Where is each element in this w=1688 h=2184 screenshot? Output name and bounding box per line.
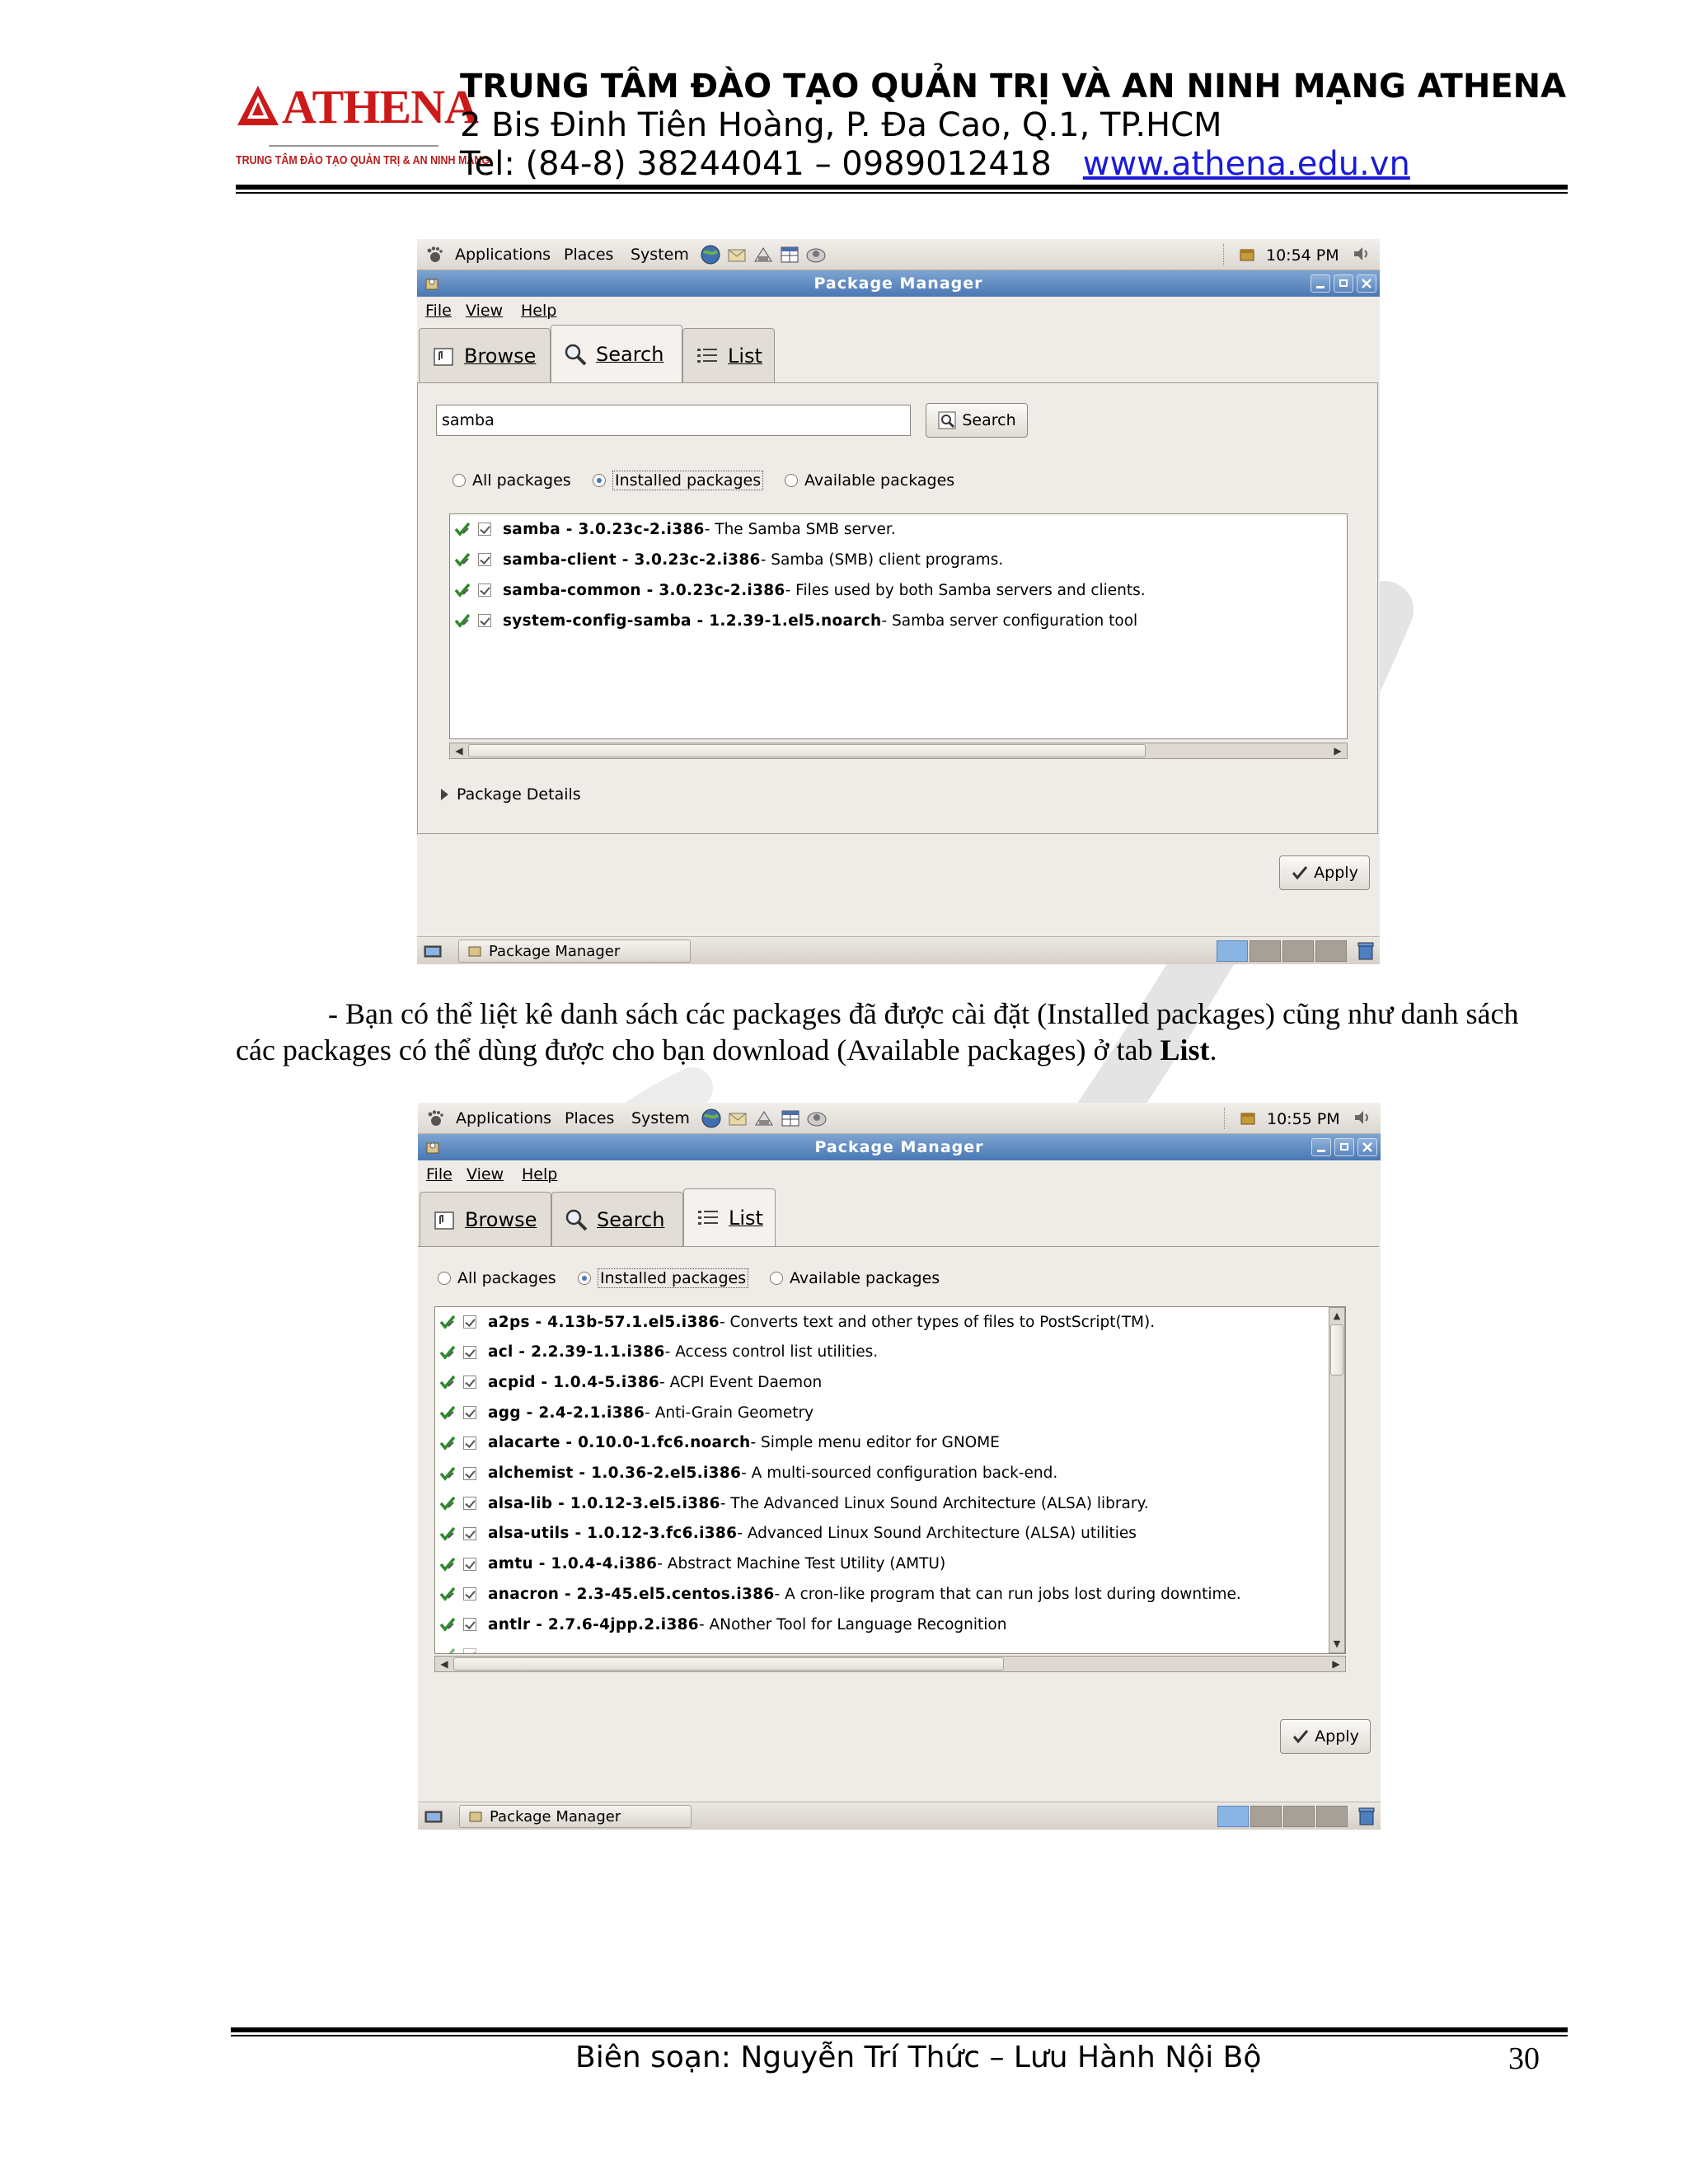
email-client-icon[interactable] [725, 243, 748, 266]
tab-strip [418, 1192, 1381, 1246]
installed-check-icon [438, 1494, 457, 1512]
package-description: - ANother Tool for Language Recognition [698, 1615, 1007, 1633]
tab-search[interactable] [551, 325, 682, 382]
close-icon [1362, 1142, 1372, 1152]
workspace-switcher [1217, 1806, 1348, 1827]
minimize-icon [1316, 286, 1325, 288]
radio-installed-label: Installed packages [612, 471, 763, 490]
apply-button[interactable] [1280, 1719, 1371, 1754]
window-controls [1311, 274, 1376, 293]
scrollbar-thumb[interactable] [468, 744, 1146, 757]
package-row[interactable] [435, 1398, 814, 1427]
page-number: 30 [1508, 2041, 1540, 2076]
package-description: - The Advanced Linux Sound Architecture (ALSA) library. [720, 1494, 1149, 1512]
installed-check-icon [438, 1404, 457, 1422]
package-name: alchemist - 1.0.36-2.el5.i386 [488, 1465, 742, 1482]
apply-button-label: Apply [1315, 1727, 1359, 1746]
logo-rule [269, 145, 438, 147]
workspace-1[interactable] [1217, 940, 1248, 962]
screenshot-list-tab [418, 1103, 1381, 1830]
package-checkbox[interactable] [463, 1497, 476, 1510]
package-row[interactable] [435, 1459, 1057, 1488]
header-text [460, 68, 1566, 184]
installed-check-icon [453, 520, 471, 538]
gnome-top-panel [417, 239, 1380, 270]
radio-all-dot [452, 474, 466, 487]
installed-check-icon [453, 551, 471, 569]
apply-button[interactable] [1279, 855, 1370, 890]
package-row[interactable] [450, 545, 1003, 574]
package-description: - Abstract Machine Test Utility (AMTU) [657, 1555, 946, 1573]
minimize-button[interactable] [1311, 274, 1330, 293]
scrollbar-thumb[interactable] [453, 1657, 1004, 1671]
tab-list-label: List [728, 344, 762, 368]
search-button-label: Search [962, 411, 1016, 429]
show-desktop-icon[interactable] [422, 941, 443, 961]
package-checkbox[interactable] [463, 1346, 476, 1359]
tray-separator [1224, 1108, 1226, 1129]
volume-icon[interactable] [1353, 1108, 1372, 1127]
browse-icon [432, 1207, 457, 1232]
list-tab-panel [418, 1246, 1379, 1698]
system-menu[interactable]: System [631, 246, 689, 264]
package-row[interactable] [435, 1307, 1155, 1337]
package-name: samba - 3.0.23c-2.i386 [503, 520, 705, 538]
contact-line [460, 145, 1566, 184]
installed-check-icon [438, 1434, 457, 1452]
radio-available-label: Available packages [804, 471, 955, 490]
package-name: amtu - 1.0.4-4.i386 [488, 1555, 658, 1573]
athena-logo-icon [236, 84, 280, 137]
browse-icon [431, 344, 456, 368]
applications-menu[interactable]: Applications [455, 246, 551, 264]
panel-launchers [699, 243, 828, 266]
radio-available-label: Available packages [790, 1269, 940, 1287]
minimize-button[interactable] [1311, 1138, 1331, 1156]
scroll-left-arrow-icon[interactable]: ◀ [440, 1658, 448, 1670]
scroll-right-arrow-icon[interactable]: ▶ [1334, 745, 1342, 757]
package-checkbox[interactable] [463, 1618, 476, 1631]
close-button[interactable] [1357, 274, 1376, 293]
package-name: alacarte - 0.10.0-1.fc6.noarch [488, 1434, 751, 1452]
tab-strip [417, 328, 1380, 382]
menu-view[interactable]: View [467, 1165, 504, 1183]
show-desktop-icon[interactable] [423, 1807, 444, 1826]
package-checkbox[interactable] [463, 1436, 476, 1450]
applications-menu[interactable]: Applications [456, 1109, 552, 1127]
package-name: agg - 2.4-2.1.i386 [488, 1404, 645, 1422]
package-filter-group [452, 469, 1029, 492]
installed-check-icon [438, 1585, 457, 1603]
horizontal-scrollbar[interactable] [449, 743, 1348, 759]
panel-clock[interactable]: 10:54 PM [1266, 246, 1339, 265]
update-notifier-icon[interactable] [1239, 1109, 1257, 1127]
tab-browse-label: Browse [465, 1207, 537, 1231]
package-name: alsa-utils - 1.0.12-3.fc6.i386 [488, 1525, 738, 1543]
gnome-bottom-panel [417, 936, 1380, 964]
package-name: acl - 2.2.39-1.1.i386 [488, 1343, 665, 1361]
taskbar-app-icon [468, 1809, 483, 1824]
list-icon [696, 1206, 720, 1230]
gnome-foot-icon[interactable] [426, 1109, 444, 1127]
radio-installed-packages[interactable] [578, 1267, 748, 1290]
athena-logo [236, 79, 490, 167]
footer-author: Biên soạn: Nguyễn Trí Thức – Lưu Hành Nội Bộ [575, 2041, 1262, 2074]
package-row[interactable] [435, 1367, 822, 1397]
package-row[interactable] [450, 514, 896, 544]
installed-check-icon [438, 1373, 457, 1391]
radio-installed-packages[interactable] [593, 469, 763, 492]
package-row[interactable] [435, 1428, 1000, 1458]
package-name: acpid - 1.0.4-5.i386 [488, 1373, 660, 1391]
package-checkbox[interactable] [478, 523, 491, 536]
magnifier-icon [564, 1207, 588, 1232]
tab-search[interactable] [551, 1192, 683, 1246]
menubar [418, 1160, 1381, 1187]
taskbar-item-label: Package Manager [490, 1807, 621, 1825]
radio-all-label: All packages [472, 471, 571, 490]
menu-file[interactable]: File [425, 302, 452, 320]
taskbar-package-manager[interactable] [458, 940, 691, 963]
package-row[interactable] [450, 575, 1146, 605]
package-description: - Samba server configuration tool [881, 612, 1138, 630]
installed-check-icon [438, 1525, 457, 1543]
screenshot-search-tab [417, 239, 1380, 964]
installed-check-icon [438, 1555, 457, 1573]
gnome-top-panel [418, 1103, 1381, 1134]
document-editor-icon[interactable] [753, 1107, 776, 1130]
package-checkbox[interactable] [478, 553, 491, 566]
web-browser-icon[interactable] [700, 1107, 723, 1130]
scroll-down-arrow-icon[interactable]: ▼ [1333, 1638, 1341, 1649]
radio-all-dot [438, 1272, 451, 1285]
package-description: - Samba (SMB) client programs. [760, 551, 1004, 569]
scroll-up-arrow-icon[interactable]: ▲ [1333, 1310, 1341, 1321]
radio-available-dot [770, 1272, 783, 1285]
package-name: system-config-samba - 1.2.39-1.el5.noarch [503, 612, 882, 630]
menubar [417, 297, 1380, 323]
apply-check-icon [1291, 864, 1309, 882]
installed-check-icon [438, 1343, 457, 1361]
radio-installed-dot [578, 1272, 591, 1285]
trash-icon[interactable] [1356, 1806, 1377, 1827]
workspace-4[interactable] [1316, 1806, 1348, 1827]
maximize-icon [1339, 279, 1348, 287]
package-checkbox[interactable] [463, 1315, 476, 1329]
tab-list[interactable] [683, 1188, 776, 1246]
panel-clock[interactable]: 10:55 PM [1267, 1110, 1340, 1128]
package-details-expander[interactable] [441, 785, 581, 804]
tab-browse[interactable] [419, 328, 551, 382]
package-description: - Anti-Grain Geometry [645, 1404, 814, 1422]
places-menu[interactable]: Places [564, 246, 614, 264]
center-name: TRUNG TÂM ĐÀO TẠO QUẢN TRỊ VÀ AN NINH MẠNG ATHENA [460, 68, 1567, 105]
document-editor-icon[interactable] [752, 243, 775, 266]
email-client-icon[interactable] [726, 1107, 749, 1130]
package-description: - The Samba SMB server. [704, 520, 896, 538]
package-name: anacron - 2.3-45.el5.centos.i386 [488, 1585, 775, 1603]
maximize-icon [1340, 1143, 1348, 1151]
menu-view[interactable]: View [466, 302, 504, 320]
package-checkbox[interactable] [478, 583, 491, 597]
paragraph-end: . [1209, 1033, 1217, 1066]
header-rule [236, 185, 1568, 190]
package-checkbox[interactable] [463, 1558, 476, 1571]
logo-wordmark: ATHENA [282, 80, 478, 134]
tab-list-label: List [729, 1206, 763, 1230]
taskbar-app-icon [467, 944, 482, 958]
presentation-icon[interactable] [805, 1107, 828, 1130]
close-button[interactable] [1357, 1138, 1377, 1156]
package-checkbox[interactable] [463, 1406, 476, 1419]
radio-all-label: All packages [457, 1269, 556, 1287]
package-name: samba-client - 3.0.23c-2.i386 [503, 551, 761, 569]
installed-check-icon [453, 581, 471, 599]
horizontal-scrollbar[interactable] [434, 1656, 1346, 1672]
apply-button-label: Apply [1314, 864, 1358, 882]
scroll-right-arrow-icon[interactable]: ▶ [1332, 1658, 1340, 1670]
package-description: - Access control list utilities. [664, 1343, 879, 1361]
header-rule-thin [236, 192, 1568, 194]
radio-available-packages[interactable] [785, 469, 954, 492]
places-menu[interactable]: Places [565, 1109, 615, 1127]
package-filter-group [438, 1267, 1015, 1290]
radio-all-packages[interactable] [438, 1267, 556, 1290]
web-browser-icon[interactable] [699, 243, 722, 266]
footer-rule-thin [231, 2035, 1568, 2036]
expander-arrow-icon [441, 789, 448, 800]
logo-tagline: TRUNG TÂM ĐÀO TẠO QUẢN TRỊ & AN NINH MẠNG [236, 153, 490, 167]
panel-tray [1224, 1103, 1381, 1134]
package-name: antlr - 2.7.6-4jpp.2.i386 [488, 1615, 699, 1633]
package-checkbox[interactable] [463, 1587, 476, 1601]
gnome-foot-icon[interactable] [425, 246, 443, 264]
package-name: a2ps - 4.13b-57.1.el5.i386 [488, 1313, 720, 1331]
package-row[interactable] [435, 1610, 1006, 1639]
tab-search-label: Search [597, 1207, 665, 1231]
package-description: - Advanced Linux Sound Architecture (ALSA) utilities [737, 1525, 1137, 1543]
package-description: - Simple menu editor for GNOME [750, 1434, 1000, 1452]
workspace-switcher [1217, 940, 1347, 962]
paragraph-bold: List [1160, 1033, 1210, 1066]
workspace-3[interactable] [1283, 1806, 1315, 1827]
menu-help[interactable]: Help [522, 1165, 558, 1183]
installed-check-icon [453, 612, 471, 630]
window-title: Package Manager [814, 274, 983, 293]
package-description: - A multi-sourced configuration back-end. [741, 1465, 1058, 1482]
center-address: 2 Bis Đinh Tiên Hoàng, P. Đa Cao, Q.1, TP.HCM [460, 106, 1222, 144]
radio-available-dot [785, 474, 798, 487]
package-row[interactable] [450, 606, 1137, 635]
package-row[interactable] [435, 1488, 1149, 1518]
tab-list[interactable] [682, 328, 775, 382]
taskbar-package-manager[interactable] [459, 1805, 692, 1828]
package-checkbox[interactable] [463, 1527, 476, 1540]
minimize-icon [1317, 1150, 1325, 1152]
website-link[interactable]: www.athena.edu.vn [1082, 145, 1410, 183]
search-tab-panel [417, 382, 1378, 834]
tab-browse[interactable] [420, 1192, 551, 1246]
apply-check-icon [1292, 1727, 1310, 1746]
update-notifier-icon[interactable] [1238, 246, 1256, 264]
package-list [449, 513, 1348, 739]
window-titlebar[interactable] [418, 1134, 1381, 1160]
scrollbar-thumb[interactable] [1330, 1324, 1343, 1376]
search-input[interactable]: samba [436, 405, 911, 436]
scroll-left-arrow-icon[interactable]: ◀ [455, 745, 463, 757]
package-row[interactable] [435, 1519, 1137, 1549]
spreadsheet-icon[interactable] [778, 243, 801, 266]
gnome-bottom-panel [418, 1802, 1381, 1830]
workspace-4[interactable] [1315, 940, 1347, 962]
package-checkbox[interactable] [478, 614, 491, 627]
radio-installed-dot [593, 474, 606, 487]
document-header [236, 68, 1568, 193]
installed-check-icon [438, 1615, 457, 1633]
window-controls [1311, 1138, 1377, 1156]
workspace-3[interactable] [1282, 940, 1314, 962]
radio-all-packages[interactable] [452, 469, 571, 492]
tab-browse-label: Browse [464, 344, 537, 368]
phone-numbers: Tel: (84-8) 38244041 – 0989012418 [460, 145, 1052, 183]
menu-file[interactable]: File [426, 1165, 452, 1183]
window-title: Package Manager [814, 1138, 984, 1156]
package-description: - ACPI Event Daemon [659, 1373, 823, 1391]
paragraph-text: - Bạn có thể liệt kê danh sách các packages đã được cài đặt (Installed packages) cũng như danh sách các packages có thể dùng được cho bạn download (Available packages) ở tab [236, 997, 1519, 1066]
workspace-2[interactable] [1250, 940, 1281, 962]
panel-launchers [700, 1107, 828, 1130]
radio-installed-label: Installed packages [598, 1268, 748, 1288]
presentation-icon[interactable] [804, 243, 828, 266]
package-row[interactable] [435, 1338, 878, 1367]
package-details-label: Package Details [457, 785, 581, 804]
radio-available-packages[interactable] [770, 1267, 940, 1290]
package-description: - Files used by both Samba servers and clients. [785, 581, 1146, 599]
package-name: samba-common - 3.0.23c-2.i386 [503, 581, 785, 599]
installed-check-icon [438, 1313, 457, 1331]
spreadsheet-icon[interactable] [779, 1107, 802, 1130]
tab-search-label: Search [596, 342, 664, 366]
trash-icon[interactable] [1355, 940, 1376, 962]
workspace-1[interactable] [1217, 1806, 1249, 1827]
package-row[interactable] [435, 1579, 1241, 1609]
package-checkbox[interactable] [463, 1467, 476, 1480]
menu-help[interactable]: Help [521, 302, 557, 320]
package-list [434, 1306, 1346, 1654]
close-icon [1362, 279, 1372, 288]
magnifier-icon [563, 342, 588, 367]
volume-icon[interactable] [1352, 244, 1372, 264]
search-button[interactable] [926, 403, 1028, 438]
package-name: alsa-lib - 1.0.12-3.el5.i386 [488, 1494, 720, 1512]
package-row[interactable] [435, 1549, 945, 1579]
tray-separator [1223, 244, 1226, 265]
taskbar-item-label: Package Manager [489, 942, 621, 960]
maximize-button[interactable] [1334, 274, 1353, 293]
package-checkbox[interactable] [463, 1648, 476, 1654]
package-description: - Converts text and other types of files to PostScript(TM). [719, 1313, 1156, 1331]
window-titlebar[interactable] [417, 270, 1380, 297]
package-description: - A cron-like program that can run jobs lost during downtime. [774, 1585, 1241, 1603]
maximize-button[interactable] [1334, 1138, 1354, 1156]
package-row-partial[interactable] [435, 1640, 476, 1654]
installed-check-icon [438, 1465, 457, 1483]
panel-tray [1223, 239, 1380, 270]
vertical-scrollbar[interactable] [1329, 1307, 1345, 1653]
package-checkbox[interactable] [463, 1376, 476, 1389]
system-menu[interactable]: System [631, 1109, 690, 1127]
footer-rule [231, 2027, 1568, 2032]
list-icon [695, 344, 720, 368]
search-button-icon [937, 410, 957, 430]
installed-check-icon [438, 1646, 457, 1654]
body-paragraph [236, 996, 1522, 1068]
workspace-2[interactable] [1250, 1806, 1282, 1827]
